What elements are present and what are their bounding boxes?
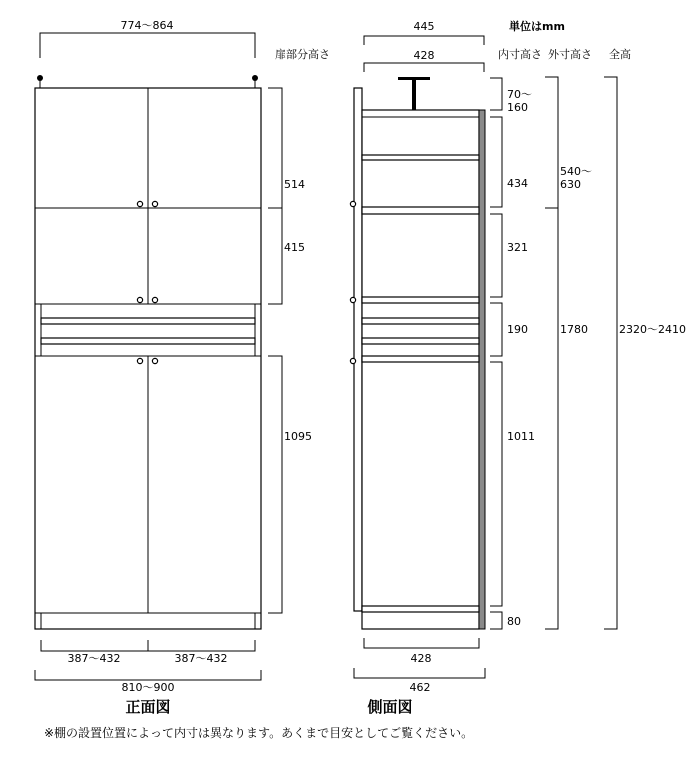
front-door-width-dimensions <box>41 640 255 665</box>
shelf <box>362 318 479 324</box>
side-inner-depth-top-dimension <box>364 49 484 72</box>
side-total-depth-dimension <box>354 668 485 694</box>
side-top-depth-label: 445 <box>413 20 435 33</box>
side-inner-depth-bottom-label: 428 <box>410 652 432 665</box>
shelf <box>362 155 479 160</box>
footnote: ※棚の設置位置によって内寸は異なります。あくまで目安としてご覧ください。 <box>44 726 474 740</box>
shelf <box>362 338 479 344</box>
door-height-label: 415 <box>284 241 305 254</box>
inner-height-label: 1011 <box>507 430 535 443</box>
front-view-caption: 正面図 <box>125 698 171 716</box>
inner-height-label: 80 <box>507 615 521 628</box>
side-inner-depth-bottom-dimension <box>364 638 479 665</box>
unit-label: 単位はmm <box>509 20 565 33</box>
inner-height-label: 321 <box>507 241 528 254</box>
side-view <box>275 19 686 716</box>
inner-height-label: 190 <box>507 323 528 336</box>
shelf <box>362 207 479 214</box>
header-total-height: 全高 <box>609 48 631 61</box>
door-width-label: 387〜432 <box>67 652 121 665</box>
header-door-height: 扉部分高さ <box>275 48 330 61</box>
inner-height-dimensions <box>490 78 536 629</box>
inner-height-label: 434 <box>507 177 528 190</box>
outer-height-dimensions <box>545 77 596 629</box>
shelf <box>362 297 479 303</box>
front-total-width-dimension <box>35 670 261 694</box>
back-panel <box>479 110 485 629</box>
header-inner-height: 内寸高さ <box>498 48 542 61</box>
total-height-dimension <box>604 77 686 629</box>
top-stopper-left <box>37 75 43 88</box>
side-door-panel <box>354 88 362 611</box>
side-top-depth-dimension <box>364 20 484 45</box>
shelf <box>362 356 479 362</box>
shelf <box>362 606 479 612</box>
side-total-depth-label: 462 <box>409 681 431 694</box>
door-height-label: 1095 <box>284 430 312 443</box>
door-height-label: 514 <box>284 178 305 191</box>
outer-height-label: 1780 <box>560 323 588 336</box>
front-view <box>35 19 312 716</box>
side-carcass <box>362 110 479 629</box>
inner-height-label: 70〜 160 <box>507 88 532 114</box>
front-total-width-label: 810〜900 <box>121 681 175 694</box>
door-width-label: 387〜432 <box>174 652 228 665</box>
top-stopper-right <box>252 75 258 88</box>
side-inner-depth-top-label: 428 <box>413 49 435 62</box>
total-height-label: 2320〜2410 <box>619 323 686 336</box>
side-view-caption: 側面図 <box>367 698 413 716</box>
tension-post <box>398 77 430 110</box>
front-top-width-dimension <box>40 19 255 58</box>
front-top-width-label: 774〜864 <box>120 19 174 32</box>
header-outer-height: 外寸高さ <box>548 48 592 61</box>
door-height-dimensions <box>268 88 312 613</box>
side-cabinet-body <box>350 88 485 629</box>
outer-height-label: 540〜 630 <box>560 165 592 191</box>
